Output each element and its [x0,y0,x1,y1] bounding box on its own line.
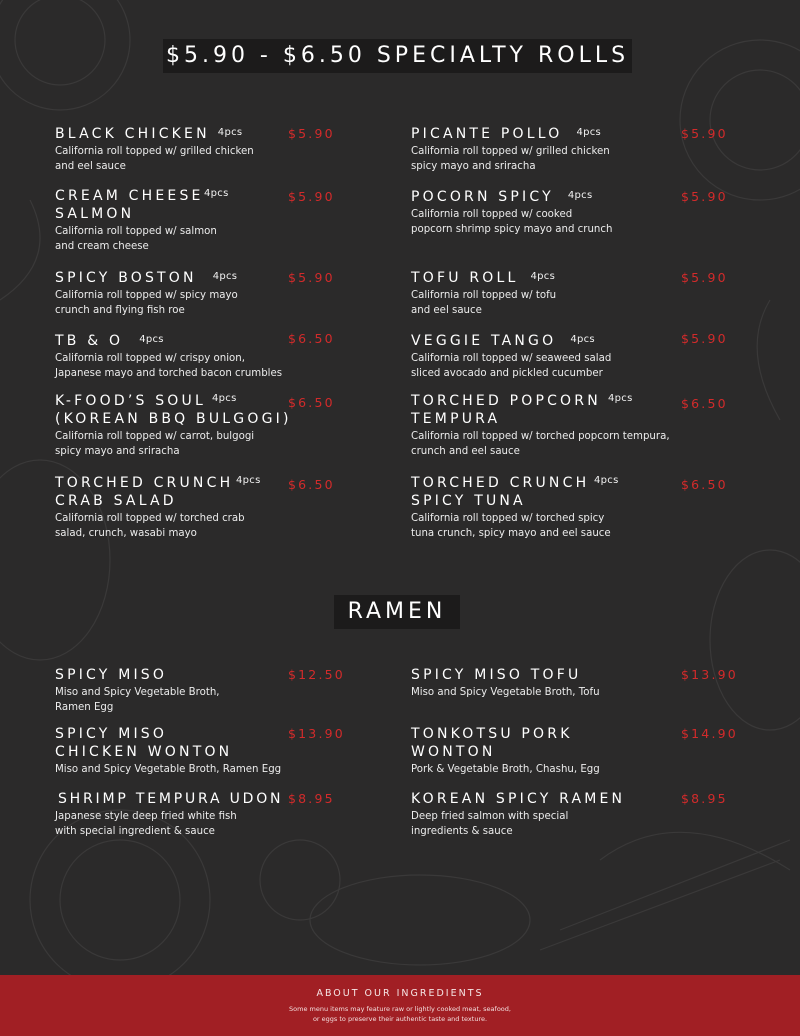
item-price: $5.90 [681,331,728,346]
item-name: TORCHED POPCORN TEMPURA [411,393,601,427]
menu-item-veggie-tango [411,331,711,381]
item-price: $8.95 [288,791,335,806]
item-description: California roll topped w/ carrot, bulgogi spicy mayo and sriracha [55,431,255,458]
item-price: $13.90 [681,667,738,682]
item-price: $5.90 [681,270,728,285]
item-name: SPICY MISO [55,667,168,683]
menu-item-spicy-miso-tofu [411,666,711,700]
item-description: Miso and Spicy Vegetable Broth, Ramen Egg [55,764,282,775]
item-name: SPICY BOSTON [55,270,197,286]
item-name: SPICY MISO CHICKEN WONTON [55,726,233,760]
item-name: TB & O [55,333,124,349]
item-name: SHRIMP TEMPURA UDON [58,791,284,807]
item-pcs: 4pcs [204,188,229,199]
menu-item-pocorn-spicy [411,187,711,237]
item-description: Deep fried salmon with special ingredients & sauce [411,811,569,838]
item-pcs: 4pcs [608,393,633,404]
item-description: Japanese style deep fried white fish with special ingredient & sauce [55,811,237,838]
item-pcs: 4pcs [576,127,602,138]
item-description: California roll topped w/ seaweed salad sliced avocado and pickled cucumber [411,353,612,380]
item-pcs: 4pcs [212,271,238,282]
item-price: $5.90 [288,189,335,204]
item-price: $6.50 [681,396,728,411]
item-price: $6.50 [681,477,728,492]
item-pcs: 4pcs [217,127,243,138]
menu-item-picante-pollo [411,124,711,174]
item-pcs: 4pcs [236,475,261,486]
item-pcs: 4pcs [567,190,593,201]
item-name: TORCHED CRUNCH CRAB SALAD [55,475,234,509]
footer-title: ABOUT OUR INGREDIENTS [316,988,484,999]
item-description: California roll topped w/ crispy onion, Japanese mayo and torched bacon crumbles [55,353,283,380]
item-pcs: 4pcs [139,334,164,345]
item-description: California roll topped w/ grilled chicken spicy mayo and sriracha [411,146,610,173]
item-price: $6.50 [288,477,335,492]
item-description: California roll topped w/ spicy mayo crunch and flying fish roe [55,290,238,317]
specialty-rolls-title: $5.90 - $6.50 SPECIALTY ROLLS [163,39,632,73]
item-name: PICANTE POLLO [411,126,563,142]
item-description: California roll topped w/ grilled chicken and eel sauce [55,146,254,173]
item-name: TOFU ROLL [411,270,519,286]
item-description: Miso and Spicy Vegetable Broth, Ramen Egg [55,687,220,714]
item-price: $5.90 [681,189,728,204]
item-name: TORCHED CRUNCH SPICY TUNA [411,475,590,509]
item-price: $13.90 [288,726,345,741]
item-name: K-FOOD’S SOUL (KOREAN BBQ BULGOGI) [55,393,292,427]
item-name: CREAM CHEESE SALMON [55,188,204,222]
item-pcs: 4pcs [570,334,595,345]
item-description: California roll topped w/ torched popcorn tempura, crunch and eel sauce [411,431,670,458]
footer-text: Some menu items may feature raw or lightly cooked meat, seafood, or eggs to preserve their authentic taste and texture. [289,1005,511,1023]
item-pcs: 4pcs [594,475,619,486]
item-description: Miso and Spicy Vegetable Broth, Tofu [411,687,600,698]
item-price: $6.50 [288,395,335,410]
item-price: $6.50 [288,331,335,346]
item-price: $5.90 [681,126,728,141]
item-price: $14.90 [681,726,738,741]
menu-item-torched-popcorn-tempura [411,392,691,459]
item-price: $5.90 [288,270,335,285]
menu-item-korean-spicy-ramen [411,790,711,839]
item-description: California roll topped w/ torched spicy tuna crunch, spicy mayo and eel sauce [411,513,611,540]
menu-item-tonkotsu-pork-wonton [411,725,711,777]
item-description: California roll topped w/ salmon and cream cheese [55,226,217,253]
item-pcs: 4pcs [212,393,237,404]
item-name: SPICY MISO TOFU [411,667,582,683]
item-description: Pork & Vegetable Broth, Chashu, Egg [411,764,600,775]
item-name: TONKOTSU PORK WONTON [411,726,573,760]
ramen-title: RAMEN [334,595,460,629]
item-price: $12.50 [288,667,345,682]
item-name: BLACK CHICKEN [55,126,210,142]
item-name: KOREAN SPICY RAMEN [411,791,626,807]
item-name: VEGGIE TANGO [411,333,557,349]
item-description: California roll topped w/ cooked popcorn shrimp spicy mayo and crunch [411,209,613,236]
item-price: $8.95 [681,791,728,806]
item-description: California roll topped w/ tofu and eel sauce [411,290,557,317]
ingredients-footer [0,975,800,1036]
item-name: POCORN SPICY [411,189,554,205]
menu-item-torched-crunch-spicy-tuna [411,474,711,541]
item-price: $5.90 [288,126,335,141]
item-description: California roll topped w/ torched crab salad, crunch, wasabi mayo [55,513,245,540]
item-pcs: 4pcs [530,271,556,282]
menu-item-tofu-roll [411,268,711,318]
